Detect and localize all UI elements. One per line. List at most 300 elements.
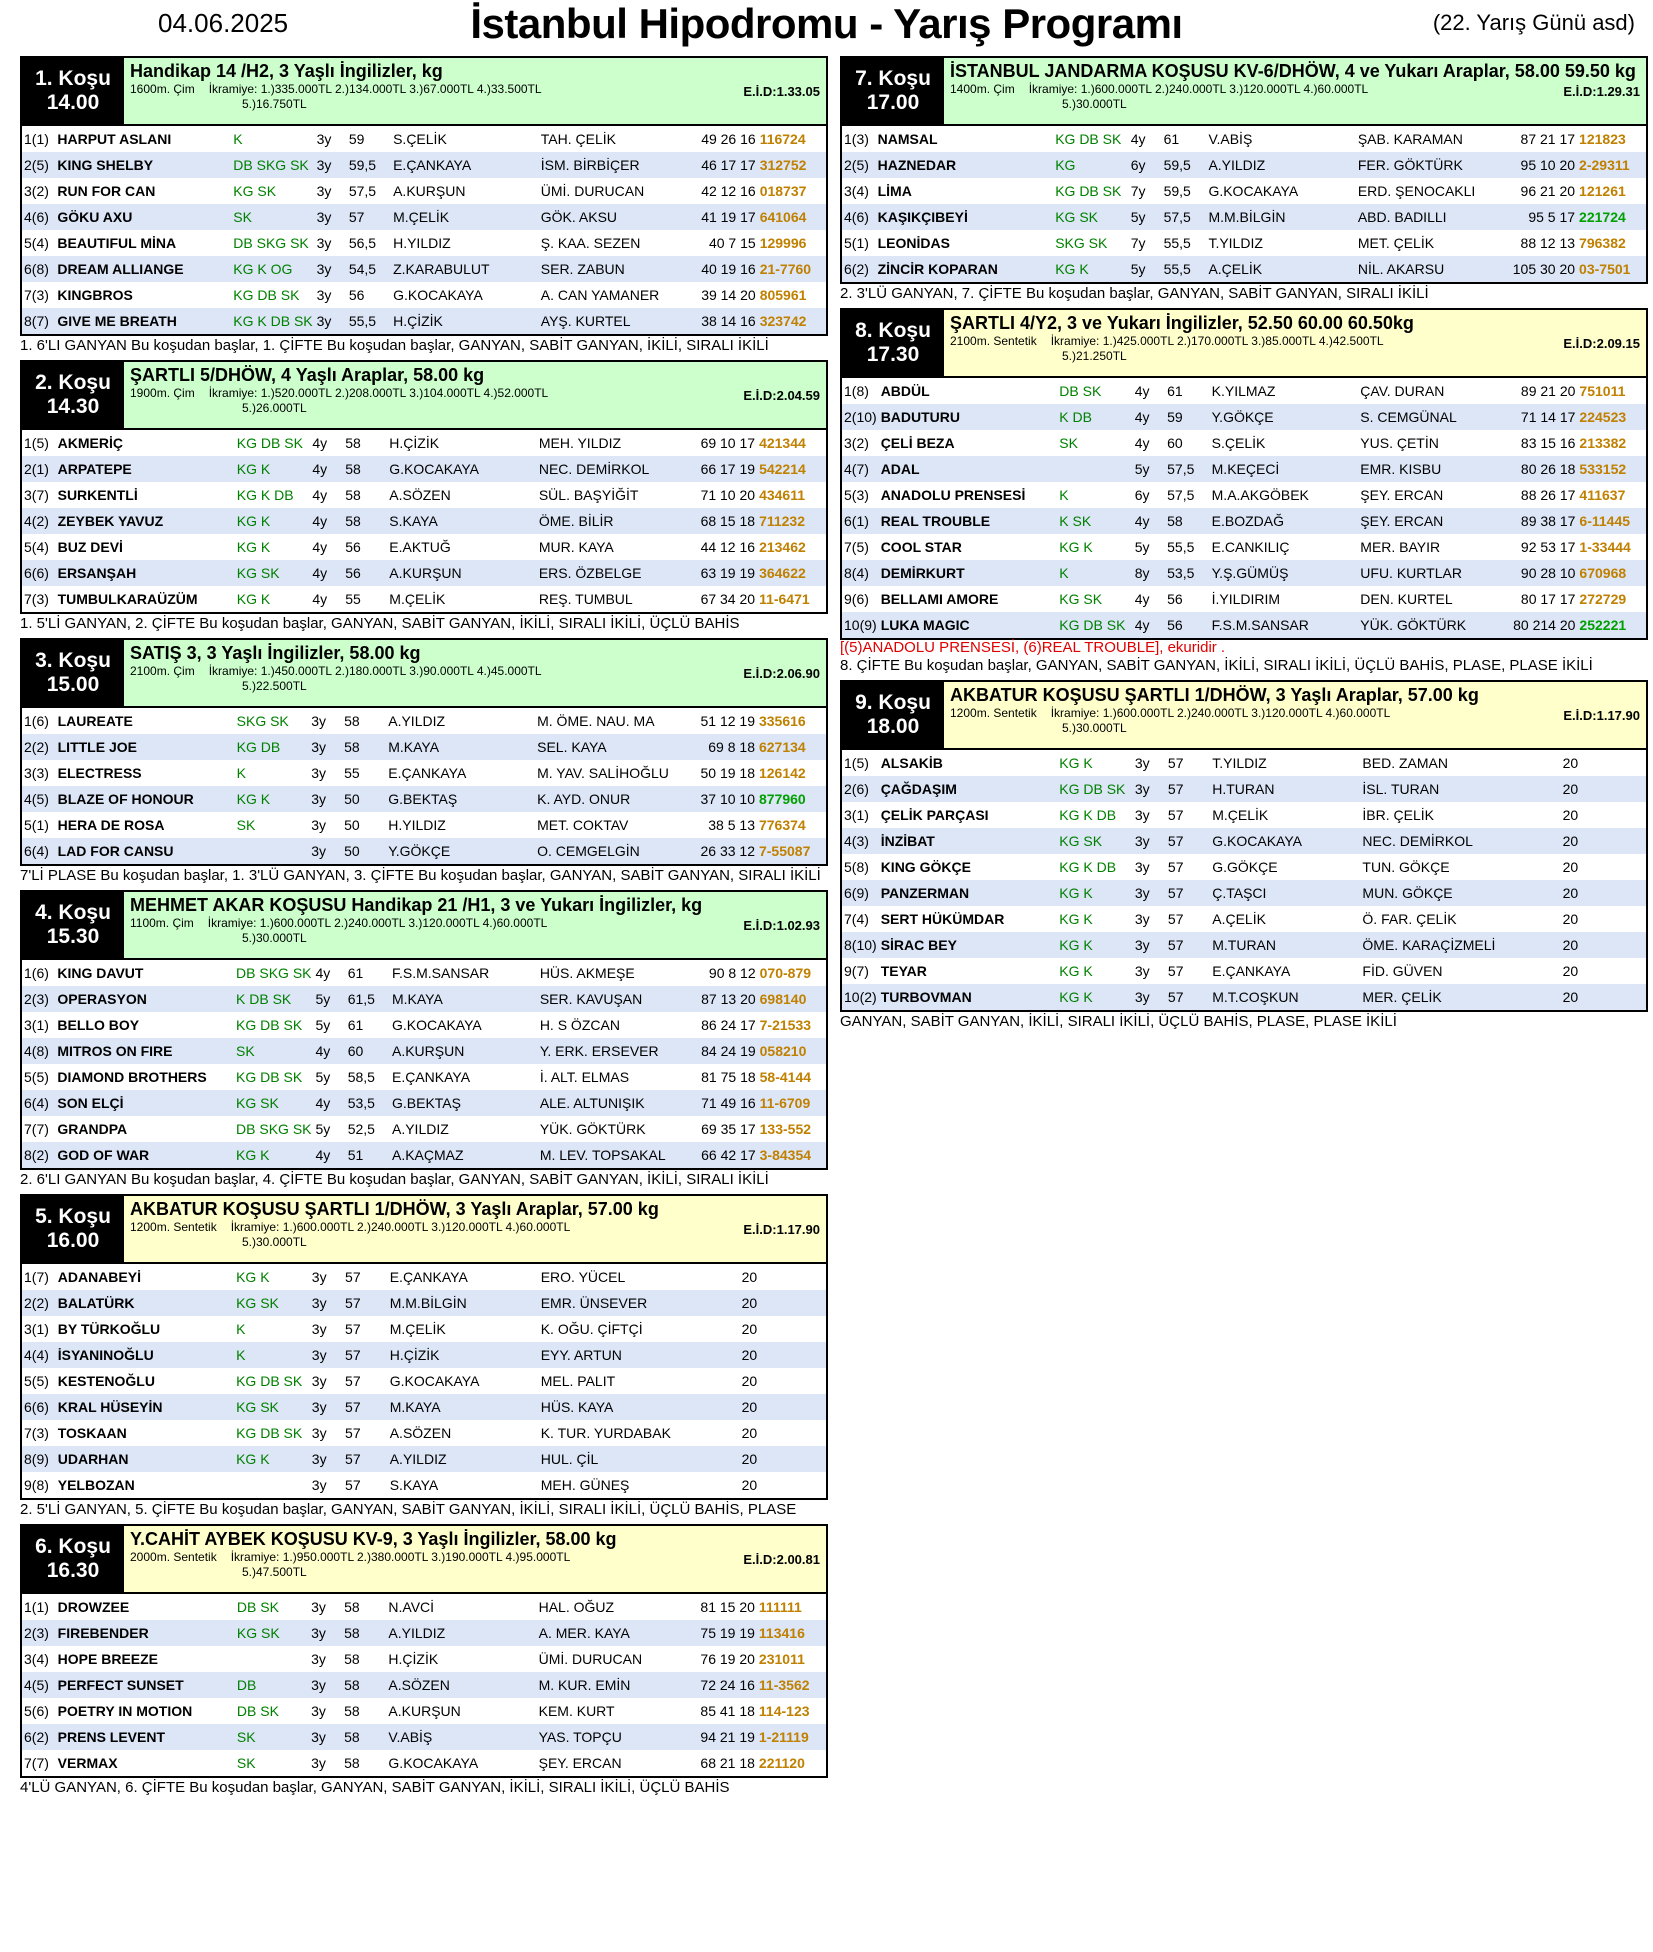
horse-name[interactable]: LAD FOR CANSU (56, 838, 235, 865)
weight: 57 (1166, 984, 1210, 1011)
horse-name[interactable]: GÖKU AXU (55, 204, 231, 230)
handicap-stats: 95 5 17 (1505, 204, 1577, 230)
runner-row[interactable] (21, 204, 827, 230)
horse-name[interactable]: BADUTURU (879, 404, 1058, 430)
weight: 58 (344, 1703, 360, 1719)
race-info (124, 58, 826, 124)
recent-form: 133-552 (759, 1121, 812, 1137)
horse-name[interactable]: İSYANINOĞLU (56, 1342, 234, 1368)
recent-form: 670968 (1577, 560, 1647, 586)
horse-age: 3y (316, 183, 332, 199)
horse-name[interactable]: AKMERİÇ (57, 435, 123, 451)
runner-number: 9(6) (844, 591, 869, 607)
runner-row[interactable] (841, 430, 1647, 456)
weight: 57 (345, 1321, 361, 1337)
horse-name[interactable]: TURBOVMAN (879, 984, 1058, 1011)
horse-name[interactable]: DROWZEE (57, 1599, 130, 1615)
horse-name[interactable]: PERFECT SUNSET (56, 1672, 235, 1698)
recent-form (759, 1394, 827, 1420)
runner-row[interactable] (841, 586, 1647, 612)
runner-row[interactable] (841, 802, 1647, 828)
runner-row[interactable] (841, 125, 1647, 152)
handicap-stats: 20 (1562, 963, 1579, 979)
jockey-name: Ç.TAŞCI (1210, 880, 1360, 906)
runner-row[interactable] (841, 612, 1647, 639)
runner-number: 6(4) (21, 838, 56, 865)
jockey-name: M.ÇELİK (389, 591, 446, 607)
horse-name[interactable]: FIREBENDER (56, 1620, 235, 1646)
runner-number: 3(3) (24, 765, 49, 781)
horse-name[interactable]: ERSANŞAH (56, 560, 235, 586)
weight: 57 (1166, 828, 1210, 854)
horse-name[interactable]: ALSAKİB (880, 755, 943, 771)
horse-name[interactable]: ÇELİK PARÇASI (880, 807, 989, 823)
runner-number: 5(1) (24, 817, 49, 833)
equipment (1057, 456, 1132, 482)
horse-name[interactable]: TOSKAAN (57, 1425, 127, 1441)
runner-row[interactable] (21, 586, 827, 613)
runner-row[interactable] (841, 508, 1647, 534)
runner-row[interactable] (841, 828, 1647, 854)
jockey-name: A.KURŞUN (388, 1703, 461, 1719)
runner-row[interactable] (21, 282, 827, 308)
horse-name[interactable]: SİRAC BEY (879, 932, 1058, 958)
runner-row[interactable] (841, 854, 1647, 880)
horse-name[interactable]: KAŞIKÇIBEYİ (876, 204, 1054, 230)
horse-name[interactable]: ABDÜL (880, 383, 930, 399)
race-number: 3. Koşu (35, 649, 111, 672)
jockey-name: A.SÖZEN (389, 1425, 452, 1441)
handicap-stats: 38 14 16 (687, 308, 757, 335)
horse-age: 6y (1134, 487, 1150, 503)
trainer-name: ÜMİ. DURUCAN (538, 1651, 643, 1667)
horse-name[interactable]: COOL STAR (880, 539, 962, 555)
horse-name[interactable]: GOD OF WAR (55, 1142, 234, 1169)
runner-row[interactable] (841, 256, 1647, 283)
horse-name[interactable]: TEYAR (880, 963, 927, 979)
runner-row[interactable] (841, 534, 1647, 560)
recent-form: 11-6709 (758, 1090, 827, 1116)
jockey-name: M.ÇELİK (391, 204, 539, 230)
runner-row[interactable] (21, 1593, 827, 1620)
race-number-box (22, 1526, 124, 1592)
page-title: İstanbul Hipodromu - Yarış Programı (470, 0, 1183, 47)
runner-row[interactable] (21, 1142, 827, 1169)
runner-number: 1(1) (24, 1599, 49, 1615)
recent-form (759, 1342, 827, 1368)
runner-row[interactable] (21, 482, 827, 508)
handicap-stats: 44 12 16 (700, 539, 756, 555)
trainer-name: ÖME. BİLİR (537, 508, 686, 534)
recent-form: 058210 (758, 1038, 827, 1064)
horse-name[interactable]: PANZERMAN (879, 880, 1058, 906)
equipment: KG SK (1057, 828, 1133, 854)
horse-age: 4y (312, 539, 328, 555)
horse-age: 3y (311, 1651, 326, 1667)
horse-name[interactable]: KING GÖKÇE (880, 859, 971, 875)
equipment: SK (236, 817, 256, 833)
equipment (235, 838, 310, 865)
race-title: AKBATUR KOŞUSU ŞARTLI 1/DHÖW, 3 Yaşlı Araplar, 57.00 kg (130, 1199, 659, 1219)
weight: 57,5 (1167, 487, 1195, 503)
recent-form: 434611 (759, 487, 806, 503)
runner-row[interactable] (21, 178, 827, 204)
recent-form: 776374 (758, 817, 806, 833)
horse-name[interactable]: GIVE ME BREATH (55, 308, 231, 335)
handicap-stats: 76 19 20 (700, 1651, 755, 1667)
trainer-name: REŞ. TUMBUL (538, 591, 633, 607)
runner-row[interactable] (21, 1038, 827, 1064)
horse-name[interactable]: NAMSAL (877, 131, 938, 147)
handicap-stats: 20 (1511, 828, 1580, 854)
recent-form: 335616 (758, 713, 806, 729)
runners-table (840, 748, 1648, 1012)
horse-age: 7y (1130, 183, 1146, 199)
weight: 58 (343, 456, 387, 482)
trainer-name: YAS. TOPÇU (537, 1724, 686, 1750)
runner-row[interactable] (21, 760, 827, 786)
equipment: DB SKG SK (233, 235, 309, 251)
horse-age: 5y (315, 1069, 331, 1085)
runner-row[interactable] (21, 1368, 827, 1394)
race-details (950, 334, 1640, 349)
horse-name[interactable]: HERA DE ROSA (57, 817, 165, 833)
race-record: E.İ.D:1.29.31 (1563, 84, 1640, 99)
race-details (130, 1220, 820, 1235)
trainer-name: EMR. ÜNSEVER (539, 1290, 690, 1316)
horse-age: 3y (311, 1321, 327, 1337)
horse-age: 3y (1134, 911, 1150, 927)
runner-row[interactable] (21, 1672, 827, 1698)
runner-row[interactable] (841, 152, 1647, 178)
horse-name[interactable]: ELECTRESS (57, 765, 142, 781)
race-prize: İkramiye: 1.)520.000TL 2.)208.000TL 3.)104.000TL 4.)52.000TL (208, 386, 549, 400)
runner-row[interactable] (21, 1064, 827, 1090)
horse-name[interactable]: KINGBROS (57, 287, 133, 303)
race-number: 8. Koşu (855, 319, 931, 342)
horse-age: 5y (314, 986, 346, 1012)
horse-age: 3y (311, 1425, 327, 1441)
handicap-stats: 68 21 18 (700, 1755, 755, 1771)
runner-row[interactable] (841, 482, 1647, 508)
horse-name[interactable]: LAUREATE (57, 713, 133, 729)
race-details (130, 664, 820, 679)
weight: 57,5 (1165, 456, 1210, 482)
runner-row[interactable] (21, 1012, 827, 1038)
equipment: KG K (1059, 963, 1093, 979)
runner-row[interactable] (21, 1724, 827, 1750)
runner-row[interactable] (21, 1620, 827, 1646)
runner-number: 4(6) (841, 204, 876, 230)
runner-number: 1(8) (844, 383, 869, 399)
horse-name[interactable]: SERT HÜKÜMDAR (880, 911, 1005, 927)
horse-name[interactable]: GRANDPA (57, 1121, 128, 1137)
horse-name[interactable]: ANADOLU PRENSESİ (880, 487, 1026, 503)
jockey-name: S.KAYA (387, 508, 537, 534)
race-prize-5th: 5.)30.000TL (1062, 721, 1127, 735)
weight: 57,5 (348, 183, 377, 199)
runner-row[interactable] (841, 560, 1647, 586)
runner-row[interactable] (21, 1446, 827, 1472)
runner-number: 6(2) (21, 1724, 56, 1750)
runner-row[interactable] (21, 1316, 827, 1342)
race-title: ŞARTLI 4/Y2, 3 ve Yukarı İngilizler, 52.50 60.00 60.50kg (950, 313, 1414, 333)
runner-row[interactable] (21, 560, 827, 586)
horse-name[interactable]: VERMAX (57, 1755, 118, 1771)
runner-row[interactable] (841, 984, 1647, 1011)
horse-name[interactable]: ADAL (879, 456, 1058, 482)
runner-row[interactable] (21, 1750, 827, 1777)
runner-row[interactable] (21, 986, 827, 1012)
runner-row[interactable] (21, 1646, 827, 1672)
horse-name[interactable]: BELLO BOY (57, 1017, 140, 1033)
handicap-stats: 96 21 20 (1520, 183, 1576, 199)
horse-name[interactable]: ARPATEPE (56, 456, 235, 482)
weight: 56 (345, 539, 361, 555)
runner-number: 1(3) (844, 131, 869, 147)
race-title: AKBATUR KOŞUSU ŞARTLI 1/DHÖW, 3 Yaşlı Araplar, 57.00 kg (950, 685, 1479, 705)
runner-number: 10(9) (841, 612, 879, 639)
runner-row[interactable] (21, 125, 827, 152)
horse-age: 3y (311, 765, 327, 781)
equipment: KG K (1057, 880, 1133, 906)
runner-row[interactable] (841, 456, 1647, 482)
horse-name[interactable]: ZEYBEK YAVUZ (56, 508, 235, 534)
recent-form: 111111 (758, 1599, 802, 1615)
runner-row[interactable] (21, 734, 827, 760)
weight: 61,5 (346, 986, 390, 1012)
horse-name[interactable]: KING DAVUT (57, 965, 144, 981)
horse-name[interactable]: ZİNCİR KOPARAN (876, 256, 1054, 283)
race-record: E.İ.D:2.04.59 (743, 388, 820, 403)
recent-form: 364622 (757, 560, 827, 586)
horse-name[interactable]: BELLAMI AMORE (880, 591, 999, 607)
horse-name[interactable]: BALATÜRK (56, 1290, 234, 1316)
runner-row[interactable] (21, 1342, 827, 1368)
runner-row[interactable] (21, 429, 827, 456)
jockey-name: E.ÇANKAYA (389, 1269, 468, 1285)
runner-row[interactable] (841, 906, 1647, 932)
horse-name[interactable]: ÇELİ BEZA (880, 435, 955, 451)
horse-name[interactable]: ÇAĞDAŞIM (879, 776, 1058, 802)
horse-name[interactable]: KESTENOĞLU (57, 1373, 155, 1389)
horse-name[interactable]: DIAMOND BROTHERS (57, 1069, 207, 1085)
horse-name[interactable]: RUN FOR CAN (57, 183, 156, 199)
jockey-name: V.ABİŞ (386, 1724, 536, 1750)
horse-name[interactable]: HOPE BREEZE (57, 1651, 159, 1667)
race-number: 7. Koşu (855, 67, 931, 90)
horse-name[interactable]: ADANABEYİ (57, 1269, 141, 1285)
runner-row[interactable] (841, 958, 1647, 984)
race-distance: 2100m. Çim (130, 664, 195, 678)
horse-name[interactable]: DREAM ALLIANGE (55, 256, 231, 282)
horse-name[interactable]: LEONİDAS (877, 235, 950, 251)
stable-note: [(5)ANADOLU PRENSESİ, (6)REAL TROUBLE], ekuridir . (840, 639, 1226, 656)
page-header (0, 0, 1653, 56)
race-record: E.İ.D:1.02.93 (743, 918, 820, 933)
horse-name[interactable]: POETRY IN MOTION (57, 1703, 193, 1719)
handicap-stats: 20 (1511, 932, 1580, 958)
weight: 58 (342, 734, 386, 760)
runner-row[interactable] (21, 959, 827, 986)
horse-name[interactable]: HAZNEDAR (876, 152, 1054, 178)
recent-form: 877960 (757, 786, 827, 812)
trainer-name: FER. GÖKTÜRK (1356, 152, 1506, 178)
horse-name[interactable]: LUKA MAGIC (879, 612, 1058, 639)
race-number-box (22, 58, 124, 124)
horse-name[interactable]: PRENS LEVENT (56, 1724, 235, 1750)
race-number: 5. Koşu (35, 1205, 111, 1228)
runner-row[interactable] (21, 308, 827, 335)
runner-row[interactable] (841, 932, 1647, 958)
recent-form: 224523 (1577, 404, 1647, 430)
jockey-name: Z.KARABULUT (391, 256, 539, 282)
horse-name[interactable]: BEAUTIFUL MİNA (57, 235, 177, 251)
horse-age: 3y (310, 1446, 343, 1472)
handicap-stats: 38 5 13 (708, 817, 755, 833)
horse-name[interactable]: KING SHELBY (55, 152, 231, 178)
runner-row[interactable] (21, 1116, 827, 1142)
race-number: 1. Koşu (35, 67, 111, 90)
trainer-name: BED. ZAMAN (1362, 755, 1448, 771)
horse-name[interactable]: OPERASYON (55, 986, 234, 1012)
runner-row[interactable] (21, 152, 827, 178)
horse-name[interactable]: SON ELÇİ (55, 1090, 234, 1116)
horse-age: 3y (309, 1672, 342, 1698)
runner-row[interactable] (21, 1090, 827, 1116)
horse-name[interactable]: LİMA (877, 183, 912, 199)
handicap-stats: 84 24 19 (687, 1038, 757, 1064)
race-number: 4. Koşu (35, 901, 111, 924)
recent-form: 070-879 (759, 965, 812, 981)
runner-number: 1(5) (24, 435, 49, 451)
race-title: SATIŞ 3, 3 Yaşlı İngilizler, 58.00 kg (130, 643, 421, 663)
horse-name[interactable]: KRAL HÜSEYİN (56, 1394, 234, 1420)
runner-row[interactable] (21, 508, 827, 534)
runner-row[interactable] (21, 256, 827, 282)
runner-row[interactable] (21, 1698, 827, 1724)
runner-number: 2(3) (21, 1620, 56, 1646)
race-title: Handikap 14 /H2, 3 Yaşlı İngilizler, kg (130, 61, 443, 81)
trainer-name: EMR. KISBU (1358, 456, 1506, 482)
horse-age: 4y (315, 965, 331, 981)
trainer-name: ÇAV. DURAN (1360, 383, 1445, 399)
trainer-name: MEH. YILDIZ (538, 435, 622, 451)
weight: 58 (344, 1755, 360, 1771)
equipment: DB SK (236, 1703, 279, 1719)
horse-name[interactable]: İNZİBAT (879, 828, 1058, 854)
horse-age: 3y (316, 131, 332, 147)
weight: 57 (1167, 963, 1184, 979)
jockey-name: N.AVCİ (388, 1599, 435, 1615)
horse-name[interactable]: MITROS ON FIRE (55, 1038, 234, 1064)
runner-row[interactable] (21, 1290, 827, 1316)
runner-number: 3(1) (844, 807, 869, 823)
runner-row[interactable] (841, 776, 1647, 802)
horse-name[interactable]: TUMBULKARAÜZÜM (57, 591, 198, 607)
equipment: K DB SK (234, 986, 313, 1012)
equipment: KG DB SK (1057, 776, 1133, 802)
trainer-name: İSM. BİRBİÇER (539, 152, 688, 178)
runners-table (20, 706, 828, 866)
horse-age: 3y (309, 734, 342, 760)
recent-form: 323742 (758, 308, 827, 335)
horse-name[interactable]: LITTLE JOE (56, 734, 235, 760)
runner-row[interactable] (21, 230, 827, 256)
trainer-name: SER. KAVUŞAN (538, 986, 687, 1012)
recent-form: 6-11445 (1577, 508, 1647, 534)
horse-age: 4y (314, 1142, 346, 1169)
race-time: 15.30 (46, 925, 100, 948)
trainer-name: ŞEY. ERCAN (1358, 508, 1506, 534)
runner-row[interactable] (21, 786, 827, 812)
equipment: KG (1053, 152, 1129, 178)
race-title: İSTANBUL JANDARMA KOŞUSU KV-6/DHÖW, 4 ve Yukarı Araplar, 58.00 59.50 kg (950, 61, 1636, 81)
horse-name[interactable]: UDARHAN (56, 1446, 234, 1472)
runner-row[interactable] (21, 1394, 827, 1420)
recent-form (759, 1446, 827, 1472)
horse-age: 3y (1134, 755, 1150, 771)
horse-name[interactable]: DEMİRKURT (879, 560, 1058, 586)
runner-number: 6(2) (841, 256, 876, 283)
race-number-box (22, 892, 124, 958)
runner-row[interactable] (841, 204, 1647, 230)
equipment: K (233, 131, 243, 147)
runner-number: 9(8) (24, 1477, 49, 1493)
handicap-stats: 20 (1562, 859, 1579, 875)
jockey-name: G.BEKTAŞ (390, 1090, 538, 1116)
horse-name[interactable]: REAL TROUBLE (879, 508, 1058, 534)
recent-form: 627134 (757, 734, 827, 760)
jockey-name: H.ÇİZİK (388, 1342, 539, 1368)
runner-row[interactable] (21, 456, 827, 482)
horse-name[interactable]: BY TÜRKOĞLU (57, 1321, 161, 1337)
horse-name[interactable]: BUZ DEVİ (57, 539, 123, 555)
weight: 57 (345, 1425, 361, 1441)
race-bets: GANYAN, SABİT GANYAN, İKİLİ, SIRALI İKİLİ, ÜÇLÜ BAHİS, PLASE, PLASE İKİLİ (840, 1013, 1397, 1030)
runner-row[interactable] (841, 404, 1647, 430)
runner-row[interactable] (21, 1472, 827, 1499)
runner-row[interactable] (841, 377, 1647, 404)
runner-row[interactable] (841, 880, 1647, 906)
horse-name[interactable]: BLAZE OF HONOUR (56, 786, 235, 812)
weight: 61 (1163, 131, 1180, 147)
horse-name[interactable]: YELBOZAN (57, 1477, 135, 1493)
runner-row[interactable] (21, 838, 827, 865)
recent-form: 231011 (758, 1651, 805, 1667)
runner-row[interactable] (21, 1263, 827, 1290)
weight: 55 (345, 591, 361, 607)
runner-row[interactable] (841, 230, 1647, 256)
runner-row[interactable] (21, 812, 827, 838)
race-bets: 2. 5'Lİ GANYAN, 5. ÇİFTE Bu koşudan başlar, GANYAN, SABİT GANYAN, İKİLİ, SIRALI İKİLİ, ÜÇLÜ BAHİS, PLASE (20, 1501, 797, 1518)
horse-name[interactable]: SURKENTLİ (57, 487, 138, 503)
equipment: K (236, 1321, 246, 1337)
runner-row[interactable] (21, 534, 827, 560)
runner-row[interactable] (21, 707, 827, 734)
horse-name[interactable]: HARPUT ASLANI (57, 131, 172, 147)
equipment: SK (235, 1724, 309, 1750)
horse-age: 7y (1130, 235, 1146, 251)
runner-row[interactable] (21, 1420, 827, 1446)
runner-row[interactable] (841, 749, 1647, 776)
race-record: E.İ.D:1.33.05 (743, 84, 820, 99)
recent-form: 1-21119 (757, 1724, 827, 1750)
runner-number: 2(5) (841, 152, 876, 178)
handicap-stats: 92 53 17 (1520, 539, 1576, 555)
runner-number: 3(2) (24, 183, 49, 199)
runner-row[interactable] (841, 178, 1647, 204)
